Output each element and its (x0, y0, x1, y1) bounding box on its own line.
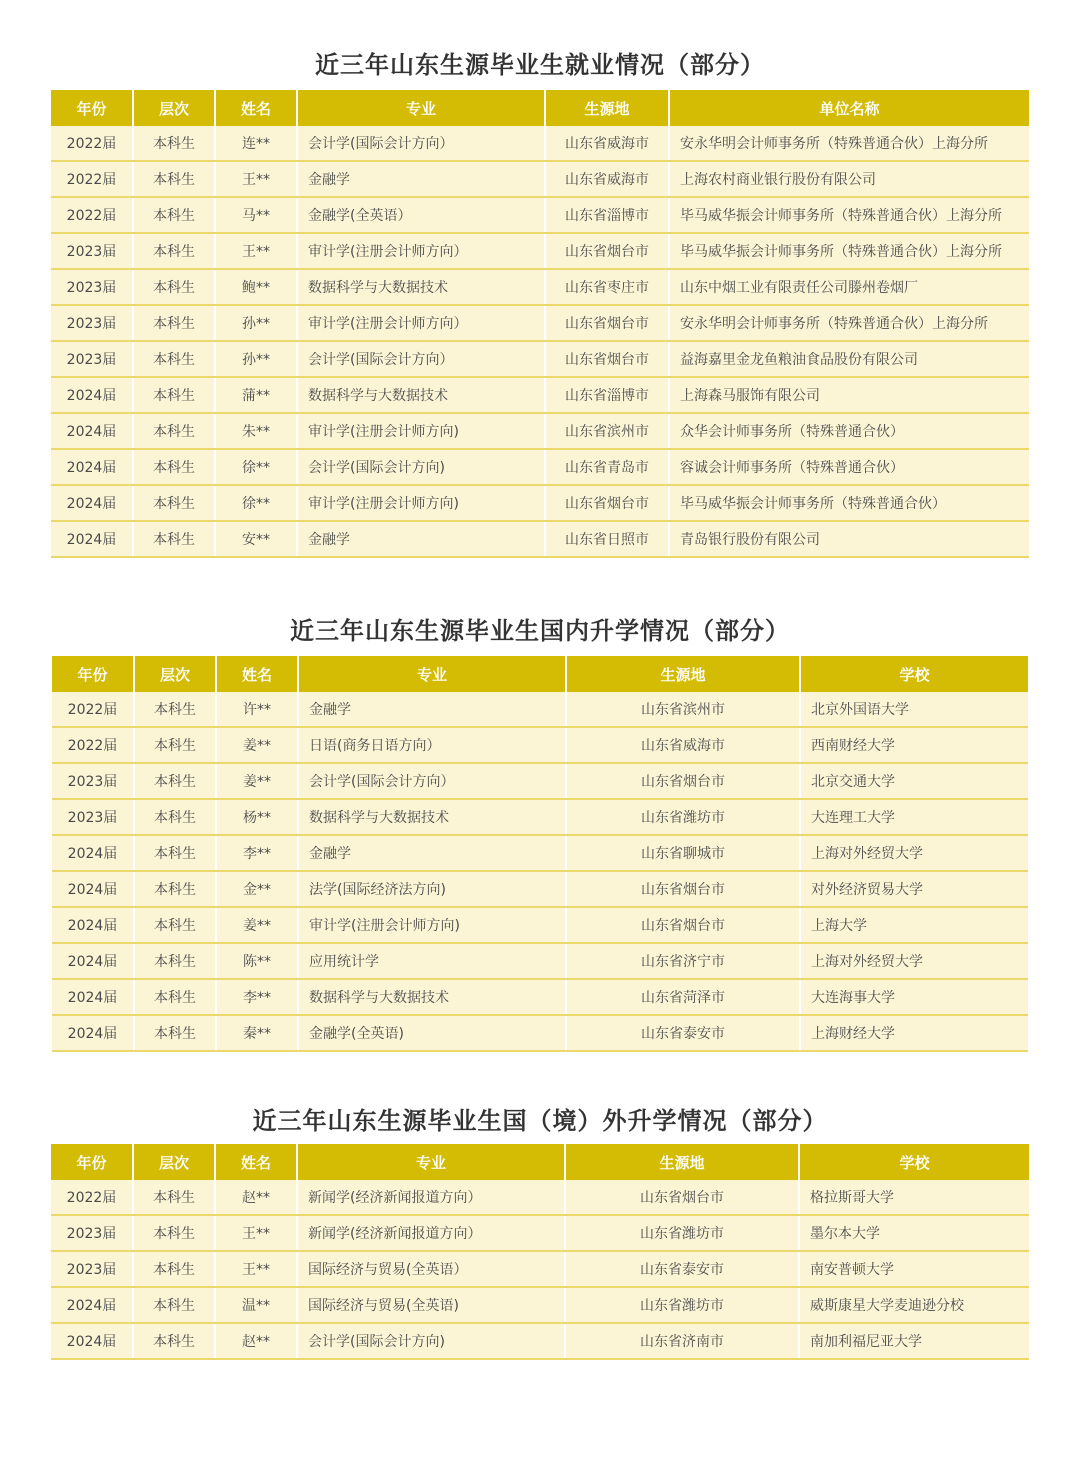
cell-origin: 山东省潍坊市 (565, 1215, 799, 1251)
cell-year: 2022届 (51, 161, 133, 197)
cell-major: 数据科学与大数据技术 (298, 799, 566, 835)
cell-year: 2024届 (52, 835, 134, 871)
cell-name: 马** (215, 197, 297, 233)
cell-year: 2022届 (51, 197, 133, 233)
cell-org: 西南财经大学 (800, 727, 1028, 763)
cell-year: 2024届 (52, 943, 134, 979)
cell-major: 法学(国际经济法方向) (298, 871, 566, 907)
cell-major: 日语(商务日语方向） (298, 727, 566, 763)
cell-level: 本科生 (133, 305, 215, 341)
cell-level: 本科生 (134, 1015, 216, 1051)
cell-year: 2024届 (51, 449, 133, 485)
cell-origin: 山东省济宁市 (566, 943, 800, 979)
cell-major: 审计学(注册会计师方向） (297, 305, 545, 341)
column-header-year: 年份 (51, 90, 133, 126)
cell-origin: 山东省烟台市 (545, 305, 669, 341)
cell-origin: 山东省烟台市 (566, 907, 800, 943)
cell-org: 北京交通大学 (800, 763, 1028, 799)
cell-name: 孙** (215, 341, 297, 377)
column-header-name: 姓名 (215, 90, 297, 126)
cell-level: 本科生 (134, 799, 216, 835)
cell-year: 2024届 (51, 377, 133, 413)
cell-major: 会计学(国际会计方向) (297, 449, 545, 485)
cell-year: 2024届 (51, 413, 133, 449)
cell-year: 2023届 (51, 341, 133, 377)
cell-name: 朱** (215, 413, 297, 449)
cell-origin: 山东省威海市 (545, 126, 669, 161)
cell-name: 孙** (215, 305, 297, 341)
cell-origin: 山东省烟台市 (545, 341, 669, 377)
cell-org: 墨尔本大学 (799, 1215, 1029, 1251)
cell-major: 会计学(国际会计方向） (297, 341, 545, 377)
cell-major: 国际经济与贸易(全英语） (297, 1251, 565, 1287)
cell-year: 2022届 (52, 692, 134, 727)
cell-level: 本科生 (133, 449, 215, 485)
cell-org: 安永华明会计师事务所（特殊普通合伙）上海分所 (669, 126, 1029, 161)
cell-origin: 山东省青岛市 (545, 449, 669, 485)
cell-year: 2023届 (51, 1251, 133, 1287)
cell-origin: 山东省枣庄市 (545, 269, 669, 305)
cell-org: 上海财经大学 (800, 1015, 1028, 1051)
cell-level: 本科生 (133, 1180, 215, 1215)
table-row (51, 485, 1029, 521)
cell-origin: 山东省烟台市 (545, 485, 669, 521)
cell-year: 2024届 (51, 1287, 133, 1323)
cell-level: 本科生 (133, 161, 215, 197)
cell-year: 2024届 (52, 979, 134, 1015)
cell-org: 格拉斯哥大学 (799, 1180, 1029, 1215)
cell-level: 本科生 (133, 1215, 215, 1251)
cell-major: 新闻学(经济新闻报道方向） (297, 1180, 565, 1215)
cell-level: 本科生 (133, 1323, 215, 1359)
employment-header-row (51, 90, 1029, 126)
cell-origin: 山东省泰安市 (566, 1015, 800, 1051)
cell-level: 本科生 (134, 871, 216, 907)
table-row (51, 161, 1029, 197)
table-row (52, 692, 1028, 727)
cell-origin: 山东省泰安市 (565, 1251, 799, 1287)
cell-name: 赵** (215, 1180, 297, 1215)
cell-year: 2022届 (51, 126, 133, 161)
cell-origin: 山东省烟台市 (566, 871, 800, 907)
cell-name: 姜** (216, 763, 298, 799)
cell-level: 本科生 (134, 979, 216, 1015)
cell-level: 本科生 (134, 727, 216, 763)
cell-year: 2024届 (51, 485, 133, 521)
table-row (51, 233, 1029, 269)
cell-year: 2024届 (51, 521, 133, 557)
cell-year: 2023届 (51, 1215, 133, 1251)
column-header-major: 专业 (297, 90, 545, 126)
cell-level: 本科生 (133, 521, 215, 557)
cell-level: 本科生 (133, 269, 215, 305)
table-row (51, 449, 1029, 485)
cell-year: 2023届 (51, 305, 133, 341)
employment-table (51, 90, 1029, 558)
domestic-header-row (52, 656, 1028, 692)
cell-name: 王** (215, 1251, 297, 1287)
domestic-title: 近三年山东生源毕业生国内升学情况（部分） (290, 617, 790, 645)
table-row (52, 943, 1028, 979)
cell-major: 审计学(注册会计师方向) (298, 907, 566, 943)
overseas-header-row (51, 1144, 1029, 1180)
table-row (51, 341, 1029, 377)
cell-origin: 山东省烟台市 (545, 233, 669, 269)
cell-major: 国际经济与贸易(全英语) (297, 1287, 565, 1323)
cell-org: 众华会计师事务所（特殊普通合伙） (669, 413, 1029, 449)
cell-name: 李** (216, 979, 298, 1015)
cell-name: 连** (215, 126, 297, 161)
column-header-name: 姓名 (216, 656, 298, 692)
table-row (51, 1180, 1029, 1215)
cell-level: 本科生 (133, 233, 215, 269)
cell-level: 本科生 (133, 126, 215, 161)
table-row (52, 979, 1028, 1015)
table-row (51, 197, 1029, 233)
cell-name: 秦** (216, 1015, 298, 1051)
table-row (51, 1251, 1029, 1287)
cell-name: 徐** (215, 485, 297, 521)
cell-org: 大连理工大学 (800, 799, 1028, 835)
column-header-org: 单位名称 (669, 90, 1029, 126)
cell-origin: 山东省淄博市 (545, 377, 669, 413)
cell-name: 徐** (215, 449, 297, 485)
table-row (52, 727, 1028, 763)
cell-name: 温** (215, 1287, 297, 1323)
cell-major: 金融学 (297, 521, 545, 557)
cell-org: 安永华明会计师事务所（特殊普通合伙）上海分所 (669, 305, 1029, 341)
table-row (51, 126, 1029, 161)
cell-level: 本科生 (133, 1251, 215, 1287)
cell-name: 王** (215, 161, 297, 197)
cell-name: 金** (216, 871, 298, 907)
cell-level: 本科生 (133, 413, 215, 449)
cell-major: 数据科学与大数据技术 (297, 269, 545, 305)
table-row (52, 835, 1028, 871)
cell-name: 王** (215, 1215, 297, 1251)
cell-level: 本科生 (133, 1287, 215, 1323)
overseas-title: 近三年山东生源毕业生国（境）外升学情况（部分） (252, 1107, 828, 1135)
cell-origin: 山东省潍坊市 (566, 799, 800, 835)
table-row (51, 521, 1029, 557)
column-header-name: 姓名 (215, 1144, 297, 1180)
cell-major: 会计学(国际会计方向) (297, 1323, 565, 1359)
cell-year: 2024届 (52, 871, 134, 907)
cell-year: 2024届 (51, 1323, 133, 1359)
cell-origin: 山东省烟台市 (566, 763, 800, 799)
table-row (52, 763, 1028, 799)
cell-major: 审计学(注册会计师方向) (297, 485, 545, 521)
cell-origin: 山东省济南市 (565, 1323, 799, 1359)
table-row (51, 1323, 1029, 1359)
column-header-origin: 生源地 (545, 90, 669, 126)
cell-major: 数据科学与大数据技术 (298, 979, 566, 1015)
cell-org: 益海嘉里金龙鱼粮油食品股份有限公司 (669, 341, 1029, 377)
cell-name: 许** (216, 692, 298, 727)
column-header-org: 学校 (799, 1144, 1029, 1180)
cell-org: 上海对外经贸大学 (800, 835, 1028, 871)
cell-major: 金融学 (298, 835, 566, 871)
cell-name: 赵** (215, 1323, 297, 1359)
cell-major: 金融学 (298, 692, 566, 727)
cell-level: 本科生 (134, 763, 216, 799)
cell-year: 2023届 (52, 799, 134, 835)
cell-org: 上海大学 (800, 907, 1028, 943)
cell-origin: 山东省淄博市 (545, 197, 669, 233)
cell-year: 2023届 (51, 269, 133, 305)
cell-major: 数据科学与大数据技术 (297, 377, 545, 413)
cell-major: 金融学(全英语) (298, 1015, 566, 1051)
cell-org: 南安普顿大学 (799, 1251, 1029, 1287)
employment-title: 近三年山东生源毕业生就业情况（部分） (315, 51, 765, 79)
cell-org: 毕马威华振会计师事务所（特殊普通合伙） (669, 485, 1029, 521)
column-header-level: 层次 (133, 90, 215, 126)
cell-name: 李** (216, 835, 298, 871)
cell-origin: 山东省滨州市 (566, 692, 800, 727)
column-header-origin: 生源地 (566, 656, 800, 692)
cell-org: 北京外国语大学 (800, 692, 1028, 727)
cell-major: 金融学 (297, 161, 545, 197)
cell-org: 对外经济贸易大学 (800, 871, 1028, 907)
table-row (51, 1215, 1029, 1251)
cell-name: 蒲** (215, 377, 297, 413)
column-header-year: 年份 (52, 656, 134, 692)
column-header-major: 专业 (298, 656, 566, 692)
cell-origin: 山东省威海市 (545, 161, 669, 197)
column-header-org: 学校 (800, 656, 1028, 692)
cell-level: 本科生 (133, 197, 215, 233)
cell-major: 新闻学(经济新闻报道方向） (297, 1215, 565, 1251)
cell-origin: 山东省威海市 (566, 727, 800, 763)
cell-org: 大连海事大学 (800, 979, 1028, 1015)
domestic-table (52, 656, 1028, 1052)
cell-origin: 山东省菏泽市 (566, 979, 800, 1015)
cell-level: 本科生 (134, 907, 216, 943)
cell-level: 本科生 (134, 943, 216, 979)
cell-level: 本科生 (133, 377, 215, 413)
column-header-origin: 生源地 (565, 1144, 799, 1180)
cell-major: 审计学(注册会计师方向） (297, 233, 545, 269)
cell-year: 2022届 (52, 727, 134, 763)
cell-origin: 山东省聊城市 (566, 835, 800, 871)
cell-year: 2023届 (52, 763, 134, 799)
table-row (52, 1015, 1028, 1051)
cell-major: 会计学(国际会计方向） (298, 763, 566, 799)
cell-name: 姜** (216, 907, 298, 943)
table-row (51, 1287, 1029, 1323)
table-row (52, 871, 1028, 907)
cell-level: 本科生 (134, 692, 216, 727)
cell-org: 毕马威华振会计师事务所（特殊普通合伙）上海分所 (669, 197, 1029, 233)
cell-org: 毕马威华振会计师事务所（特殊普通合伙）上海分所 (669, 233, 1029, 269)
cell-major: 应用统计学 (298, 943, 566, 979)
cell-level: 本科生 (133, 485, 215, 521)
cell-year: 2023届 (51, 233, 133, 269)
cell-origin: 山东省潍坊市 (565, 1287, 799, 1323)
cell-org: 上海森马服饰有限公司 (669, 377, 1029, 413)
column-header-level: 层次 (134, 656, 216, 692)
cell-origin: 山东省烟台市 (565, 1180, 799, 1215)
column-header-year: 年份 (51, 1144, 133, 1180)
cell-name: 安** (215, 521, 297, 557)
cell-major: 金融学(全英语） (297, 197, 545, 233)
cell-year: 2022届 (51, 1180, 133, 1215)
cell-level: 本科生 (133, 341, 215, 377)
table-row (52, 799, 1028, 835)
column-header-level: 层次 (133, 1144, 215, 1180)
cell-org: 南加利福尼亚大学 (799, 1323, 1029, 1359)
cell-origin: 山东省日照市 (545, 521, 669, 557)
overseas-table (51, 1144, 1029, 1360)
table-row (51, 377, 1029, 413)
cell-year: 2024届 (52, 907, 134, 943)
cell-name: 陈** (216, 943, 298, 979)
cell-name: 王** (215, 233, 297, 269)
cell-name: 姜** (216, 727, 298, 763)
cell-name: 杨** (216, 799, 298, 835)
cell-name: 鲍** (215, 269, 297, 305)
table-row (51, 305, 1029, 341)
cell-origin: 山东省滨州市 (545, 413, 669, 449)
cell-org: 青岛银行股份有限公司 (669, 521, 1029, 557)
column-header-major: 专业 (297, 1144, 565, 1180)
cell-org: 山东中烟工业有限责任公司滕州卷烟厂 (669, 269, 1029, 305)
cell-org: 容诚会计师事务所（特殊普通合伙） (669, 449, 1029, 485)
cell-org: 威斯康星大学麦迪逊分校 (799, 1287, 1029, 1323)
table-row (52, 907, 1028, 943)
cell-org: 上海对外经贸大学 (800, 943, 1028, 979)
cell-major: 审计学(注册会计师方向) (297, 413, 545, 449)
cell-org: 上海农村商业银行股份有限公司 (669, 161, 1029, 197)
cell-year: 2024届 (52, 1015, 134, 1051)
table-row (51, 413, 1029, 449)
table-row (51, 269, 1029, 305)
cell-major: 会计学(国际会计方向） (297, 126, 545, 161)
cell-level: 本科生 (134, 835, 216, 871)
